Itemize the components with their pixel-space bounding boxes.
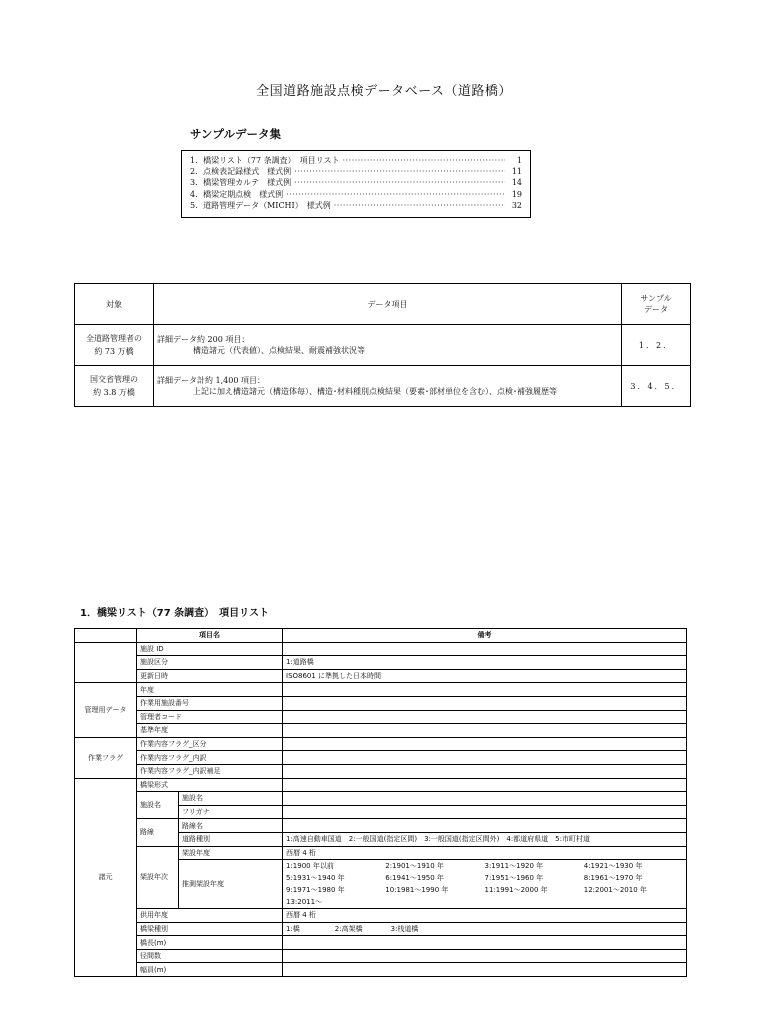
note-cell: 西暦 4 桁 (283, 909, 687, 923)
table-row (75, 819, 687, 833)
table-row (75, 325, 691, 366)
group-header-cell (75, 629, 137, 643)
note-cell (283, 696, 687, 710)
table-header-row (75, 629, 687, 643)
toc-entry-page: 11 (511, 167, 522, 177)
note-cell (283, 642, 687, 656)
table-row (75, 922, 687, 936)
toc-entry[interactable] (190, 166, 522, 177)
items-cell (154, 325, 622, 366)
toc-entry-label: 3．橋梁管理カルテ 様式例 (190, 178, 292, 188)
note-cell: ISO8601 に準拠した日本時間 (283, 669, 687, 683)
items-cell (154, 366, 622, 407)
header-item-name: 項目名 (137, 629, 283, 643)
header-sample-line2: データ (644, 305, 668, 314)
item-name-cell: 作業内容フラグ_内訳 (137, 751, 283, 765)
group-cell-empty (75, 642, 137, 683)
toc-entry-page: 14 (511, 178, 522, 188)
item-name-cell: 道路種別 (179, 832, 283, 846)
table-row (75, 792, 687, 806)
header-sample-data (622, 284, 691, 325)
toc-entry[interactable] (190, 177, 522, 188)
item-name-cell: 推測架設年度 (179, 860, 283, 909)
toc-entry-page: 1 (516, 156, 522, 165)
target-line2: 約 73 万橋 (94, 347, 134, 356)
table-row (75, 963, 687, 977)
toc-leader-dots (343, 155, 506, 166)
table-row (75, 764, 687, 778)
table-of-contents (181, 150, 531, 218)
subgroup-cell-facility-name: 施設名 (137, 792, 179, 819)
toc-leader-dots (334, 200, 505, 211)
toc-entry-page: 19 (511, 189, 522, 199)
toc-entry-label: 1．橋梁リスト（77 条調査） 項目リスト (190, 156, 340, 165)
item-name-cell: 施設名 (179, 792, 283, 806)
year-code: 3:1911～1920 年 (484, 862, 544, 871)
target-cell (75, 325, 154, 366)
table-row (75, 683, 687, 697)
year-code: 8:1961～1970 年 (583, 874, 643, 883)
item-name-cell: 年度 (137, 683, 283, 697)
table-row (75, 710, 687, 724)
note-cell-estimated-year (283, 860, 687, 909)
table-row (75, 778, 687, 792)
group-cell-specifications: 諸元 (75, 778, 137, 977)
year-code: 4:1921～1930 年 (583, 862, 643, 871)
table-row (75, 724, 687, 738)
year-code: 7:1951～1960 年 (484, 874, 544, 883)
toc-entry-label: 2．点検表記録様式 様式例 (190, 167, 292, 177)
table-row (75, 936, 687, 950)
header-sample-line1: サンプル (640, 294, 672, 303)
toc-leader-dots (286, 189, 505, 200)
toc-leader-dots (294, 177, 505, 188)
table-row (75, 366, 691, 407)
toc-leader-dots (294, 166, 505, 177)
item-name-cell: 作業内容フラグ_区分 (137, 737, 283, 751)
table-row (75, 656, 687, 670)
note-cell (283, 792, 687, 806)
note-cell (283, 764, 687, 778)
year-code: 1:1900 年以前 (286, 862, 334, 871)
target-line2: 約 3.8 万橋 (93, 388, 135, 397)
target-line1: 全道路管理者の (86, 334, 142, 343)
item-name-cell: 架設年度 (179, 846, 283, 860)
item-name-cell: 供用年度 (137, 909, 283, 923)
item-name-cell: 径間数 (137, 949, 283, 963)
items-line2: 構造諸元（代表値）、点検結果、耐震補強状況等 (193, 346, 365, 355)
year-code: 5:1931～1940 年 (286, 874, 345, 883)
sample-cell: 1．2． (622, 325, 691, 366)
group-cell-work-flag: 作業フラグ (75, 737, 137, 778)
data-overview-table (74, 283, 691, 407)
toc-entry-label: 5．道路管理データ（MICHI） 様式例 (190, 200, 331, 210)
note-cell (283, 805, 687, 819)
note-cell (283, 819, 687, 833)
year-code: 10:1981～1990 年 (385, 886, 449, 895)
year-code: 11:1991～2000 年 (484, 886, 548, 895)
item-name-cell: フリガナ (179, 805, 283, 819)
item-name-cell: 更新日時 (137, 669, 283, 683)
note-cell (283, 778, 687, 792)
item-name-cell: 管理者コード (137, 710, 283, 724)
table-header-row (75, 284, 691, 325)
table-row (75, 751, 687, 765)
section-heading: 1．橋梁リスト（77 条調査） 項目リスト (80, 608, 269, 619)
subgroup-cell-route: 路線 (137, 819, 179, 846)
table-row (75, 737, 687, 751)
note-cell: 1:道路橋 (283, 656, 687, 670)
year-code: 13:2011～ (286, 898, 323, 907)
estimated-year-grid (286, 860, 683, 908)
item-name-cell: 基準年度 (137, 724, 283, 738)
header-note: 備考 (283, 629, 687, 643)
note-cell (283, 710, 687, 724)
table-row (75, 909, 687, 923)
table-row (75, 669, 687, 683)
note-cell (283, 963, 687, 977)
items-line2: 上記に加え構造諸元（構造体毎）、構造･材料種別点検結果（要素･部材単位を含む）、点検･補強履歴等 (193, 387, 557, 396)
item-name-cell: 作業内容フラグ_内訳補足 (137, 764, 283, 778)
toc-entry[interactable] (190, 155, 522, 166)
document-title: 全国道路施設点検データベース（道路橋） (256, 84, 512, 99)
note-cell (283, 936, 687, 950)
note-cell: 1:高速自動車国道 2:一般国道(指定区間) 3:一般国道(指定区間外) 4:都道府県道 5:市町村道 (283, 832, 687, 846)
item-name-cell: 路線名 (179, 819, 283, 833)
item-name-cell: 橋梁形式 (137, 778, 283, 792)
target-cell (75, 366, 154, 407)
item-name-cell: 作業用施設番号 (137, 696, 283, 710)
header-target: 対象 (75, 284, 154, 325)
year-code: 2:1901～1910 年 (385, 862, 444, 871)
sample-data-heading: サンプルデータ集 (190, 127, 281, 141)
group-cell-management-data: 管理用データ (75, 683, 137, 737)
note-cell: 西暦 4 桁 (283, 846, 687, 860)
toc-entry[interactable] (190, 189, 522, 200)
item-name-cell: 橋長(m) (137, 936, 283, 950)
item-name-cell: 幅員(m) (137, 963, 283, 977)
item-name-cell: 施設 ID (137, 642, 283, 656)
bridge-item-list-table (74, 628, 687, 977)
note-cell (283, 683, 687, 697)
note-cell (283, 751, 687, 765)
toc-entry-label: 4．橋梁定期点検 様式例 (190, 189, 284, 199)
note-cell (283, 724, 687, 738)
year-code: 12:2001～2010 年 (583, 886, 647, 895)
item-name-cell: 橋梁種別 (137, 922, 283, 936)
table-row (75, 949, 687, 963)
table-row (75, 696, 687, 710)
toc-entry-page: 32 (511, 200, 522, 210)
target-line1: 国交省管理の (90, 375, 138, 384)
table-row (75, 642, 687, 656)
table-row (75, 846, 687, 860)
subgroup-cell-construction-year: 架設年次 (137, 846, 179, 909)
items-line1: 詳細データ約 200 項目： (157, 335, 250, 344)
toc-entry[interactable] (190, 200, 522, 211)
items-line1: 詳細データ計約 1,400 項目： (157, 376, 265, 385)
note-cell: 1:橋 2:高架橋 3:桟道橋 (283, 922, 687, 936)
item-name-cell: 施設区分 (137, 656, 283, 670)
year-code: 9:1971～1980 年 (286, 886, 345, 895)
note-cell (283, 737, 687, 751)
header-data-items: データ項目 (154, 284, 622, 325)
note-cell (283, 949, 687, 963)
year-code: 6:1941～1950 年 (385, 874, 444, 883)
sample-cell: 3．4．5． (622, 366, 691, 407)
